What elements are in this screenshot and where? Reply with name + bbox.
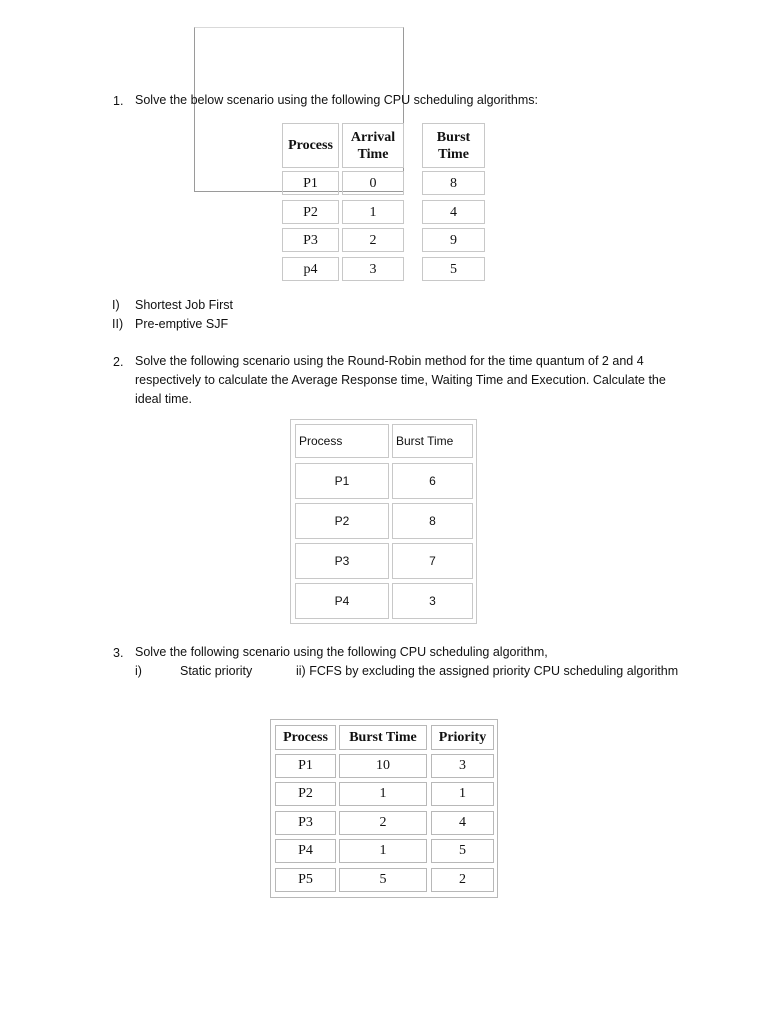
table-cell: P2 bbox=[282, 200, 339, 224]
q3-header-process: Process bbox=[275, 725, 336, 750]
q3-sub-ii-text: ii) FCFS by excluding the assigned priority CPU scheduling algorithm bbox=[296, 664, 679, 678]
table-cell: P3 bbox=[295, 543, 389, 579]
table-cell: 0 bbox=[342, 171, 404, 195]
q3-number: 3. bbox=[113, 646, 124, 660]
table-cell: 9 bbox=[422, 228, 485, 252]
q1-header-arrival: Arrival Time bbox=[342, 123, 404, 168]
q2-line-3: ideal time. bbox=[135, 392, 192, 406]
q1-option-2-label: Pre-emptive SJF bbox=[135, 317, 229, 331]
table-cell: 3 bbox=[431, 754, 494, 778]
q3-header-burst: Burst Time bbox=[339, 725, 427, 750]
q1-option-2-marker: II) bbox=[112, 317, 124, 331]
q3-sub-i-marker: i) bbox=[135, 664, 142, 678]
table-cell: 8 bbox=[392, 503, 473, 539]
table-cell: p4 bbox=[282, 257, 339, 281]
q1-option-1-marker: I) bbox=[112, 298, 120, 312]
table-cell: P4 bbox=[275, 839, 336, 863]
table-cell: 4 bbox=[431, 811, 494, 835]
table-cell: P5 bbox=[275, 868, 336, 892]
table-cell: 7 bbox=[392, 543, 473, 579]
table-cell: 3 bbox=[392, 583, 473, 619]
q2-table bbox=[290, 419, 477, 624]
table-cell: 6 bbox=[392, 463, 473, 499]
table-cell: 3 bbox=[342, 257, 404, 281]
table-cell: P2 bbox=[295, 503, 389, 539]
q1-table bbox=[282, 123, 486, 281]
q2-number: 2. bbox=[113, 355, 124, 369]
table-cell: 1 bbox=[339, 782, 427, 806]
table-cell: 5 bbox=[431, 839, 494, 863]
q2-header-burst: Burst Time bbox=[392, 424, 473, 458]
q3-sub-i-text: Static priority bbox=[180, 664, 253, 678]
q2-line-2: respectively to calculate the Average Response time, Waiting Time and Execution. Calculate the bbox=[135, 373, 666, 387]
table-cell: 1 bbox=[342, 200, 404, 224]
q1-header-process: Process bbox=[282, 123, 339, 168]
table-cell: P3 bbox=[282, 228, 339, 252]
table-cell: P4 bbox=[295, 583, 389, 619]
table-cell: 8 bbox=[422, 171, 485, 195]
q1-option-1-label: Shortest Job First bbox=[135, 298, 233, 312]
q2-header-process: Process bbox=[295, 424, 389, 458]
table-cell: 10 bbox=[339, 754, 427, 778]
table-cell: 2 bbox=[342, 228, 404, 252]
q1-header-burst: Burst Time bbox=[422, 123, 485, 168]
table-cell: P1 bbox=[282, 171, 339, 195]
table-cell: 2 bbox=[431, 868, 494, 892]
q1-text: Solve the below scenario using the following CPU scheduling algorithms: bbox=[135, 93, 538, 107]
q3-table bbox=[270, 719, 498, 898]
table-cell: 1 bbox=[431, 782, 494, 806]
table-cell: P1 bbox=[275, 754, 336, 778]
table-cell: 4 bbox=[422, 200, 485, 224]
q3-text: Solve the following scenario using the following CPU scheduling algorithm, bbox=[135, 645, 548, 659]
q3-header-priority: Priority bbox=[431, 725, 494, 750]
table-cell: 5 bbox=[422, 257, 485, 281]
q2-line-1: Solve the following scenario using the Round-Robin method for the time quantum of 2 and 4 bbox=[135, 354, 644, 368]
table-cell: P3 bbox=[275, 811, 336, 835]
table-cell: P2 bbox=[275, 782, 336, 806]
table-cell: 5 bbox=[339, 868, 427, 892]
q1-number: 1. bbox=[113, 94, 124, 108]
table-cell: 1 bbox=[339, 839, 427, 863]
table-cell: 2 bbox=[339, 811, 427, 835]
table-cell: P1 bbox=[295, 463, 389, 499]
